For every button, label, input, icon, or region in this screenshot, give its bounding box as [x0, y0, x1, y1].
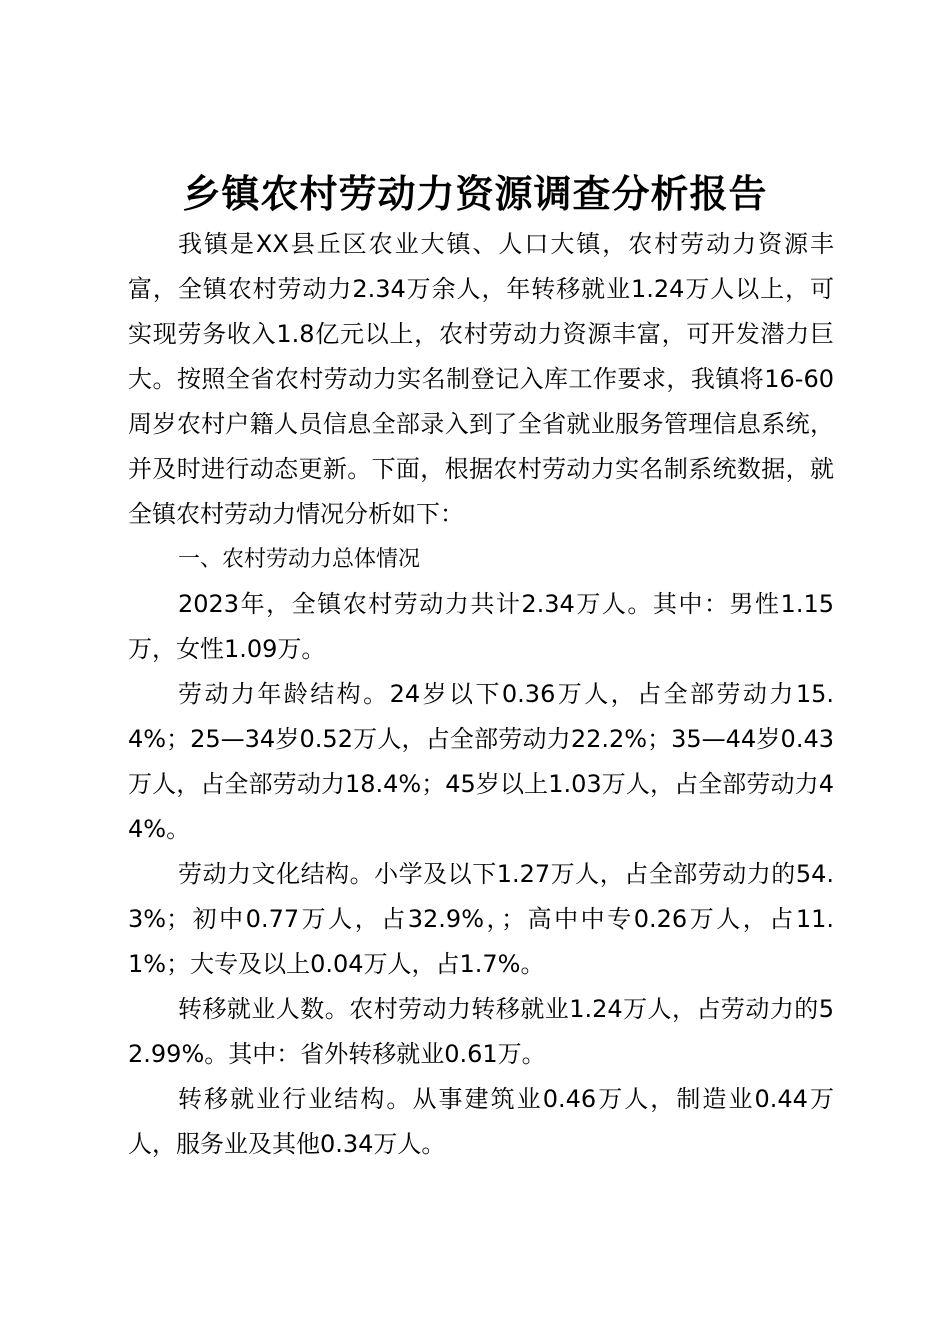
intro-paragraph: 我镇是XX县丘区农业大镇、人口大镇，农村劳动力资源丰富，全镇农村劳动力2.34万余人，年转移就业1.24万人以上，可实现劳务收入1.8亿元以上，农村劳动力资源丰富，可开发潜力巨大。按照全省农村劳动力实名制登记入库工作要求，我镇将16-60周岁农村户籍人员信息全部录入到了全省就业服务管理信息系统，并及时进行动态更新。下面，根据农村劳动力实名制系统数据，就全镇农村劳动力情况分析如下：	[128, 230, 834, 528]
industry-structure-paragraph: 转移就业行业结构。从事建筑业0.46万人，制造业0.44万人，服务业及其他0.34万人。	[128, 1085, 834, 1158]
total-paragraph: 2023年，全镇农村劳动力共计2.34万人。其中：男性1.15万，女性1.09万。	[128, 590, 834, 663]
transfer-employment-paragraph: 转移就业人数。农村劳动力转移就业1.24万人，占劳动力的52.99%。其中：省外转移就业0.61万。	[128, 995, 834, 1068]
document-title: 乡镇农村劳动力资源调查分析报告	[182, 172, 768, 216]
section-heading: 一、农村劳动力总体情况	[178, 547, 421, 572]
education-structure-paragraph: 劳动力文化结构。小学及以下1.27万人，占全部劳动力的54.3%；初中0.77万人，占32.9%，；高中中专0.26万人，占11.1%；大专及以上0.04万人，占1.7%。	[128, 860, 834, 978]
document-body	[128, 222, 834, 1167]
age-structure-paragraph: 劳动力年龄结构。24岁以下0.36万人，占全部劳动力15.4%；25—34岁0.52万人，占全部劳动力22.2%；35—44岁0.43万人，占全部劳动力18.4%；45岁以上1.03万人，占全部劳动力44%。	[128, 680, 834, 843]
